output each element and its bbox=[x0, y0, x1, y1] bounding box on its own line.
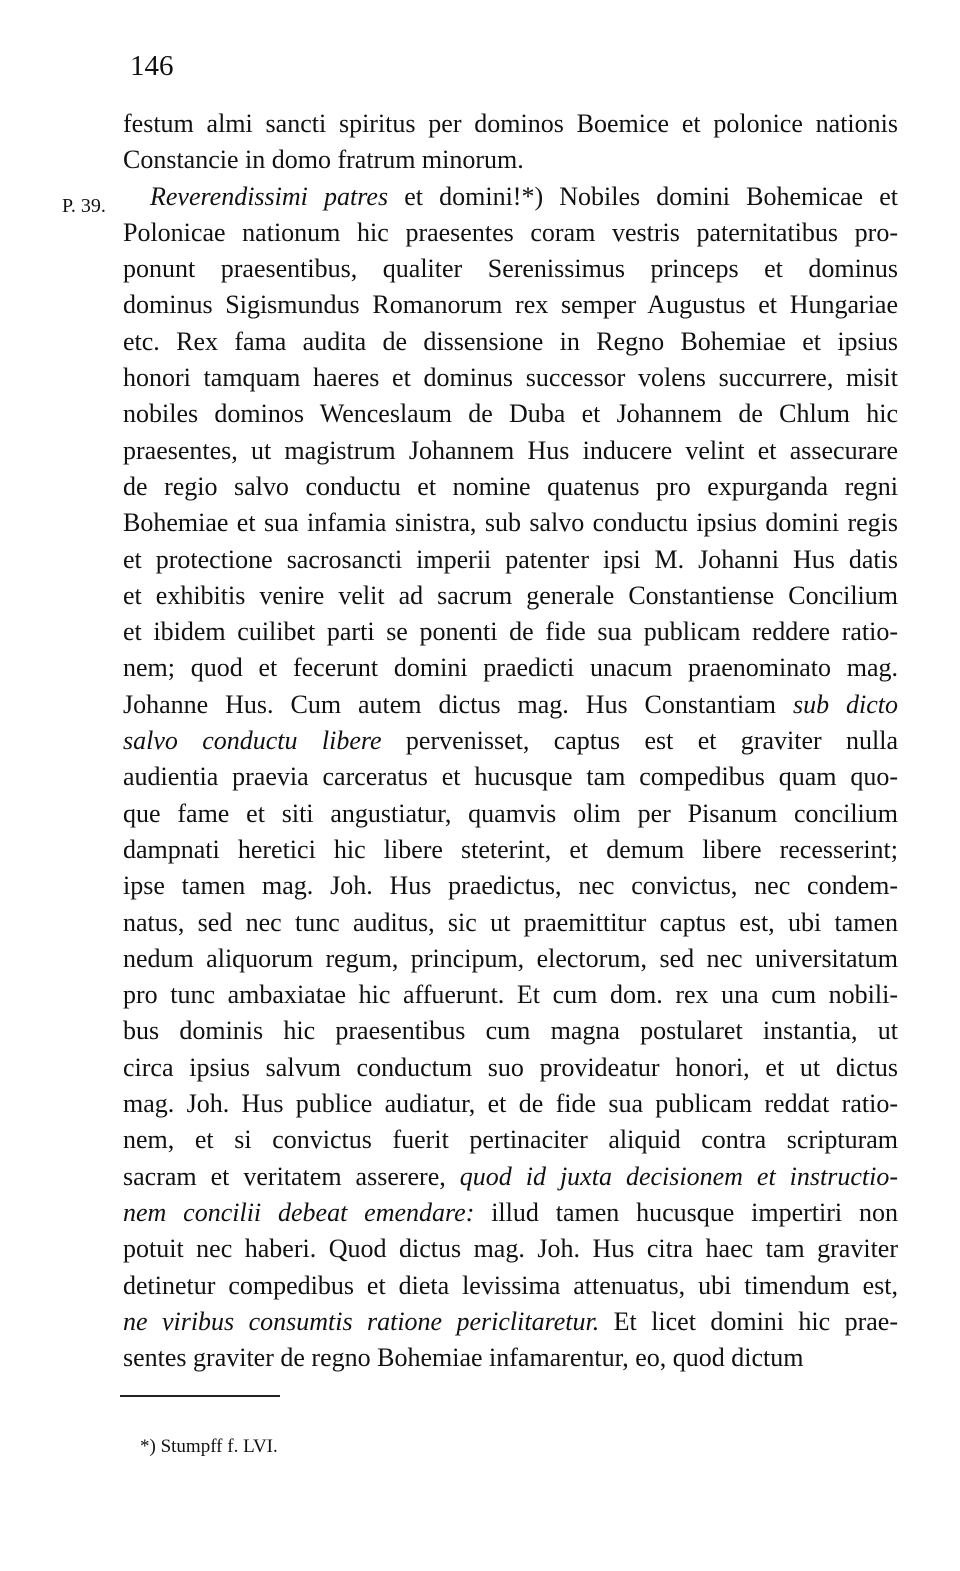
italic-text: sub dicto bbox=[792, 689, 899, 719]
text-span: nem, et si convictus fuerit pertinaciter aliquid contra scripturam bbox=[123, 1125, 898, 1155]
text-line bbox=[123, 542, 898, 578]
text-line bbox=[123, 650, 898, 686]
text-span: Bohemiae et sua infamia sinistra, sub salvo conductu ipsius domini regis bbox=[123, 508, 898, 538]
text-span: Polonicae nationum hic praesentes coram vestris paternitatibus pro- bbox=[123, 217, 898, 247]
text-span: dampnati heretici hic libere steterint, et demum libere recesserint; bbox=[123, 834, 898, 864]
body-text bbox=[123, 106, 898, 1376]
text-line bbox=[123, 505, 898, 541]
text-line bbox=[123, 1122, 898, 1158]
text-span: et protectione sacrosancti imperii patenter ipsi M. Johanni Hus datis bbox=[123, 544, 898, 574]
text-span: ipse tamen mag. Joh. Hus praedictus, nec convictus, nec condem- bbox=[123, 871, 898, 901]
text-span: festum almi sancti spiritus per dominos Boemice et polonice nationis bbox=[123, 109, 898, 138]
text-line bbox=[123, 142, 898, 178]
text-line bbox=[123, 396, 898, 432]
text-line bbox=[123, 1159, 898, 1195]
text-line bbox=[123, 868, 898, 904]
text-line bbox=[123, 469, 898, 505]
text-line bbox=[123, 1340, 898, 1376]
text-span: detinetur compedibus et dieta levissima attenuatus, ubi timendum est, bbox=[123, 1270, 898, 1300]
text-span: et ibidem cuilibet parti se ponenti de fide sua publicam reddere ratio- bbox=[123, 617, 898, 647]
footnote: *) Stumpff f. LVI. bbox=[140, 1436, 278, 1457]
text-line bbox=[123, 614, 898, 650]
text-span: praesentes, ut magistrum Johannem Hus inducere velint et assecurare bbox=[123, 435, 898, 465]
text-span: bus dominis hic praesentibus cum magna postularet instantia, ut bbox=[123, 1016, 898, 1046]
text-span: et domini!*) Nobiles domini Bohemicae et bbox=[388, 181, 898, 211]
italic-text: nem concilii debeat emendare: bbox=[123, 1197, 475, 1227]
text-line bbox=[123, 1231, 898, 1267]
text-line bbox=[123, 433, 898, 469]
text-line bbox=[123, 1195, 898, 1231]
italic-text: Reverendissimi patres bbox=[150, 181, 389, 211]
text-line bbox=[123, 687, 898, 723]
text-span: ponunt praesentibus, qualiter Serenissimus princeps et dominus bbox=[123, 254, 898, 284]
text-line bbox=[123, 1086, 898, 1122]
text-line bbox=[123, 759, 898, 795]
italic-text: quod id juxta decisionem et instructio- bbox=[459, 1161, 898, 1191]
text-line bbox=[123, 360, 898, 396]
text-span: natus, sed nec tunc auditus, sic ut praemittitur captus est, ubi tamen bbox=[123, 907, 898, 937]
text-line bbox=[123, 106, 898, 142]
text-span: dominus Sigismundus Romanorum rex semper Augustus et Hungariae bbox=[123, 290, 898, 320]
text-span: illud tamen hucusque impertiri non bbox=[474, 1197, 898, 1227]
text-span: pervenisset, captus est et graviter nulla bbox=[381, 726, 898, 756]
text-line bbox=[123, 1050, 898, 1086]
margin-reference: P. 39. bbox=[62, 195, 106, 217]
text-line bbox=[123, 1013, 898, 1049]
text-span: circa ipsius salvum conductum suo provideatur honori, et ut dictus bbox=[123, 1052, 898, 1082]
text-span: sacram et veritatem asserere, bbox=[123, 1161, 460, 1191]
text-span: Johanne Hus. Cum autem dictus mag. Hus Constantiam bbox=[123, 689, 793, 719]
text-span: nem; quod et fecerunt domini praedicti unacum praenominato mag. bbox=[123, 653, 898, 683]
text-line bbox=[123, 251, 898, 287]
text-span: nobiles dominos Wenceslaum de Duba et Johannem de Chlum hic bbox=[123, 399, 898, 429]
text-line bbox=[123, 215, 898, 251]
text-span: sentes graviter de regno Bohemiae infamarentur, eo, quod dictum bbox=[123, 1343, 804, 1373]
footnote-divider bbox=[120, 1395, 280, 1397]
text-line bbox=[123, 287, 898, 323]
text-line bbox=[123, 723, 898, 759]
text-line bbox=[123, 941, 898, 977]
text-span: que fame et siti angustiatur, quamvis olim per Pisanum concilium bbox=[123, 798, 898, 828]
text-span: Et licet domini hic prae- bbox=[599, 1306, 899, 1336]
page-number: 146 bbox=[130, 50, 174, 82]
text-span: nedum aliquorum regum, principum, electorum, sed nec universitatum bbox=[123, 943, 898, 973]
text-line bbox=[123, 1304, 898, 1340]
text-line bbox=[123, 1268, 898, 1304]
text-line bbox=[123, 832, 898, 868]
text-span: audientia praevia carceratus et hucusque tam compedibus quam quo- bbox=[123, 762, 898, 792]
text-span: de regio salvo conductu et nomine quatenus pro expurganda regni bbox=[123, 471, 898, 501]
text-span: etc. Rex fama audita de dissensione in Regno Bohemiae et ipsius bbox=[123, 326, 898, 356]
italic-text: salvo conductu libere bbox=[123, 726, 382, 756]
text-line bbox=[123, 179, 898, 215]
text-span: et exhibitis venire velit ad sacrum generale Constantiense Concilium bbox=[123, 580, 898, 610]
text-line bbox=[123, 977, 898, 1013]
text-span: potuit nec haberi. Quod dictus mag. Joh. Hus citra haec tam graviter bbox=[123, 1234, 898, 1264]
italic-text: ne viribus consumtis ratione periclitaretur. bbox=[123, 1306, 600, 1336]
text-line bbox=[123, 578, 898, 614]
text-span: mag. Joh. Hus publice audiatur, et de fide sua publicam reddat ratio- bbox=[123, 1089, 898, 1119]
text-line bbox=[123, 905, 898, 941]
text-span: Constancie in domo fratrum minorum. bbox=[123, 145, 524, 175]
text-line bbox=[123, 796, 898, 832]
text-line bbox=[123, 324, 898, 360]
text-span: pro tunc ambaxiatae hic affuerunt. Et cum dom. rex una cum nobili- bbox=[123, 980, 898, 1010]
text-span: honori tamquam haeres et dominus successor volens succurrere, misit bbox=[123, 363, 898, 393]
